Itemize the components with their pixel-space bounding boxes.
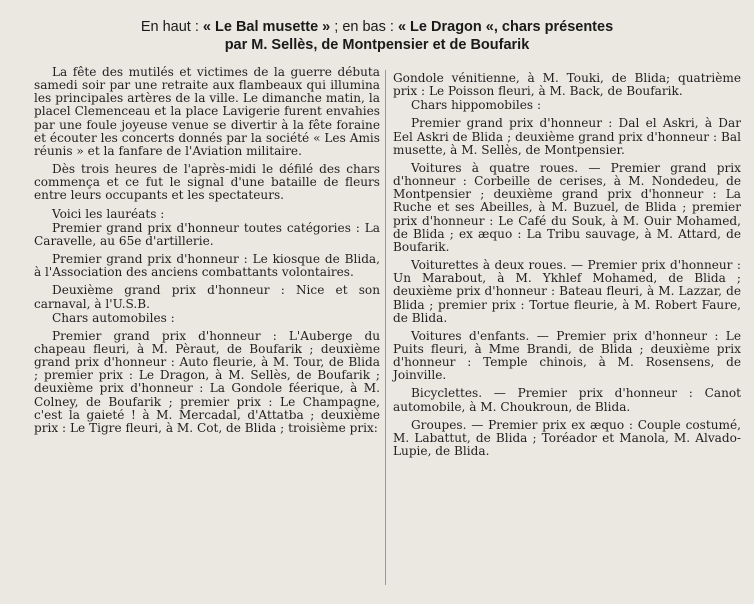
left-column — [34, 66, 380, 440]
column-divider — [385, 70, 386, 585]
headline-text-3: ; en bas : — [330, 19, 398, 35]
paragraph: Voici les lauréats : — [52, 206, 165, 221]
paragraph: Premier grand prix d'honneur : Le kiosque de Blida, à l'Association des anciens combattants volontaires. — [34, 252, 380, 280]
paragraph: Premier grand prix d'honneur : Dal el Askri, à Dar Eel Askri de Blida ; deuxième grand prix d'honneur : Bal musette, à M. Sellès, de Montpensier. — [393, 116, 741, 157]
headline-text-4: « Le Dragon «, chars présentes — [397, 19, 614, 35]
headline-text-1: En haut : — [140, 19, 203, 35]
headline-text-2: « Le Bal musette » — [202, 19, 331, 35]
paragraph: Premier grand prix d'honneur toutes catégories : La Caravelle, au 65e d'artillerie. — [34, 220, 380, 248]
paragraph: Gondole vénitienne, à M. Touki, de Blida; quatrième prix : Le Poisson fleuri, à M. Back, de Boufarik. — [393, 71, 741, 99]
headline-line-1 — [10, 18, 744, 36]
paragraph: Groupes. — Premier prix ex æquo : Couple costumé, M. Labattut, de Blida ; Toréador et Manola, M. Alvado-Lupie, de Blida. — [393, 417, 741, 459]
right-column — [393, 72, 741, 463]
headline-line-2: par M. Sellès, de Montpensier et de Boufarik — [224, 37, 530, 53]
section-heading: Chars automobiles : — [52, 310, 175, 325]
paragraph: Bicyclettes. — Premier prix d'honneur : Canot automobile, à M. Choukroun, de Blida. — [393, 386, 741, 414]
paragraph: Deuxième grand prix d'honneur : Nice et son carnaval, à l'U.S.B. — [34, 283, 380, 311]
paragraph: Dès trois heures de l'après-midi le défilé des chars commença et ce fut le signal d'une bataille de fleurs entre leurs occupants et les spectateurs. — [34, 162, 380, 203]
paragraph: Voitures à quatre roues. — Premier grand prix d'honneur : Corbeille de cerises, à M. Nondedeu, de Montpensier ; deuxième grand prix d'honneur : La Ruche et ses Abeilles, à M. Buzuel, de Blida ; premier prix d'honneur : Le Café du Souk, à M. Ouir Mohamed, de Blida ; ex æquo : La Tribu sauvage, à M. Attard, de Boufarik. — [393, 160, 741, 254]
section-heading: Chars hippomobiles : — [411, 98, 542, 113]
paragraph: Voitures d'enfants. — Premier prix d'honneur : Le Puits fleuri, à Mme Brandi, de Blida ; deuxième prix d'honneur : Temple chinois, à M. Rosensens, de Joinville. — [393, 328, 741, 383]
paragraph: Premier grand prix d'honneur : L'Auberge du chapeau fleuri, à M. Pèraut, de Boufarik ; deuxième grand prix d'honneur : Auto fleurie, à M. Tour, de Blida ; premier prix : Le Dragon, à M. Sellès, de Boufarik ; deuxième prix d'honneur : La Gondole féerique, à M. Colney, de Boufarik ; premier prix : Le Champagne, c'est la gaieté ! à M. Mercadal, d'Attatba ; deuxième prix : Le Tigre fleuri, à M. Cot, de Blida ; troisième prix: — [34, 328, 380, 435]
paragraph: La fête des mutilés et victimes de la guerre débuta samedi soir par une retraite aux flambeaux qui illumina les principales artères de la ville. Le dimanche matin, la placel Clemenceau et la place Lavigerie furent envahies par une foule joyeuse venue se divertir à la fête foraine et écouter les concerts donnés par la société « Les Amis réunis » et la fanfare de l'Aviation militaire. — [34, 65, 380, 158]
paragraph: Voiturettes à deux roues. — Premier prix d'honneur : Un Marabout, à M. Ykhlef Mohamed, de Blida ; deuxième prix d'honneur : Bateau fleuri, à M. Lazzar, de Blida ; premier prix : Tortue fleurie, à M. Robert Faure, de Blida. — [393, 258, 741, 325]
headline — [10, 18, 744, 54]
